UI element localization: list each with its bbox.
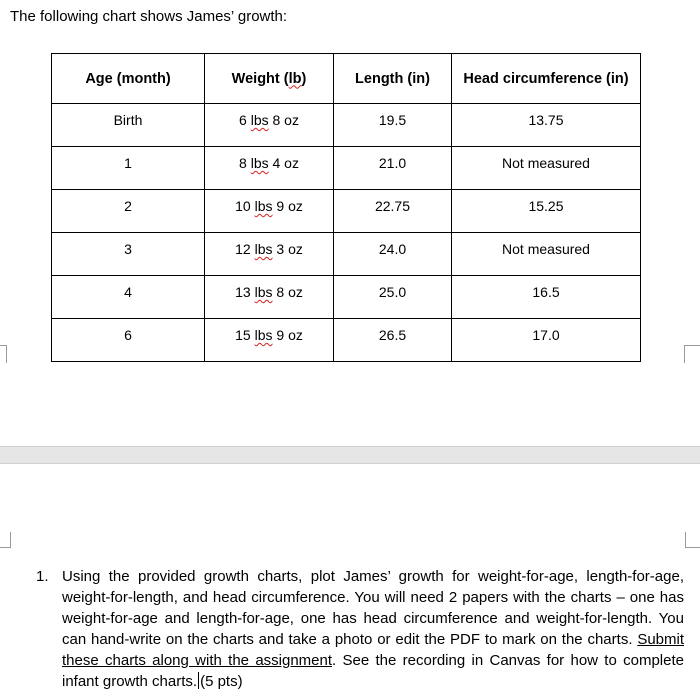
weight-lbs-unit: lbs [254,241,273,257]
weight-lbs-unit: lbs [254,327,273,343]
text-cursor [198,672,199,689]
intro-text: The following chart shows James’ growth: [10,8,288,25]
cell-weight [205,190,334,233]
weight-pounds: 8 [239,155,251,171]
header-weight-suffix: ) [301,70,307,87]
table-row [52,319,641,362]
header-weight-unit: lb [288,70,302,87]
cell-head: 13.75 [452,104,641,147]
table-row [52,147,641,190]
cell-length: 21.0 [334,147,452,190]
weight-lbs-unit: lbs [254,284,273,300]
margin-corner-mark [0,345,7,363]
header-weight-prefix: Weight ( [231,70,289,87]
cell-head: 16.5 [452,276,641,319]
cell-age: 2 [52,190,205,233]
cell-weight [205,319,334,362]
question-1[interactable] [36,566,686,692]
header-head: Head circumference (in) [452,54,641,104]
cell-age: Birth [52,104,205,147]
question-text[interactable] [62,566,684,692]
cell-weight [205,104,334,147]
cell-age: 3 [52,233,205,276]
weight-ounces: 9 oz [272,198,303,214]
table-row [52,233,641,276]
cell-length: 24.0 [334,233,452,276]
table-row [52,104,641,147]
question-points: (5 pts) [200,673,243,690]
weight-lbs-unit: lbs [250,155,269,171]
cell-head: 17.0 [452,319,641,362]
weight-lbs-unit: lbs [254,198,273,214]
cell-length: 22.75 [334,190,452,233]
header-weight [205,54,334,104]
cell-head: Not measured [452,233,641,276]
table-row [52,190,641,233]
cell-age: 4 [52,276,205,319]
cell-head: 15.25 [452,190,641,233]
weight-pounds: 13 [235,284,255,300]
table-header-row [52,54,641,104]
page-break [0,446,700,464]
weight-lbs-unit: lbs [250,112,269,128]
question-text-end: . See the recording in Canvas for how to complete infant growth charts. [62,652,684,690]
weight-pounds: 15 [235,327,255,343]
cell-weight [205,276,334,319]
table-row [52,276,641,319]
cell-weight [205,233,334,276]
header-age: Age (month) [52,54,205,104]
cell-length: 25.0 [334,276,452,319]
cell-length: 26.5 [334,319,452,362]
cell-age: 1 [52,147,205,190]
weight-ounces: 4 oz [268,155,299,171]
growth-table [51,53,641,362]
question-text-main: Using the provided growth charts, plot James’ growth for weight-for-age, length-for-age, weight-for-length, and head circumference. You will need 2 papers with the charts – one has weight-for-age and length-for-age, one has head circumference and weight-for-length. You can hand-write on the charts and take a photo or edit the PDF to mark on the charts. [62,568,684,648]
margin-corner-mark [685,532,700,548]
weight-ounces: 3 oz [272,241,303,257]
cell-length: 19.5 [334,104,452,147]
header-length: Length (in) [334,54,452,104]
margin-corner-mark [0,532,11,548]
weight-pounds: 12 [235,241,255,257]
weight-pounds: 10 [235,198,255,214]
weight-ounces: 8 oz [268,112,299,128]
cell-head: Not measured [452,147,641,190]
cell-weight [205,147,334,190]
question-underlined-text: Submit these charts along with the assignment [62,631,684,669]
cell-age: 6 [52,319,205,362]
weight-pounds: 6 [239,112,251,128]
weight-ounces: 8 oz [272,284,303,300]
weight-ounces: 9 oz [272,327,303,343]
question-number: 1. [36,568,49,585]
margin-corner-mark [684,345,700,363]
